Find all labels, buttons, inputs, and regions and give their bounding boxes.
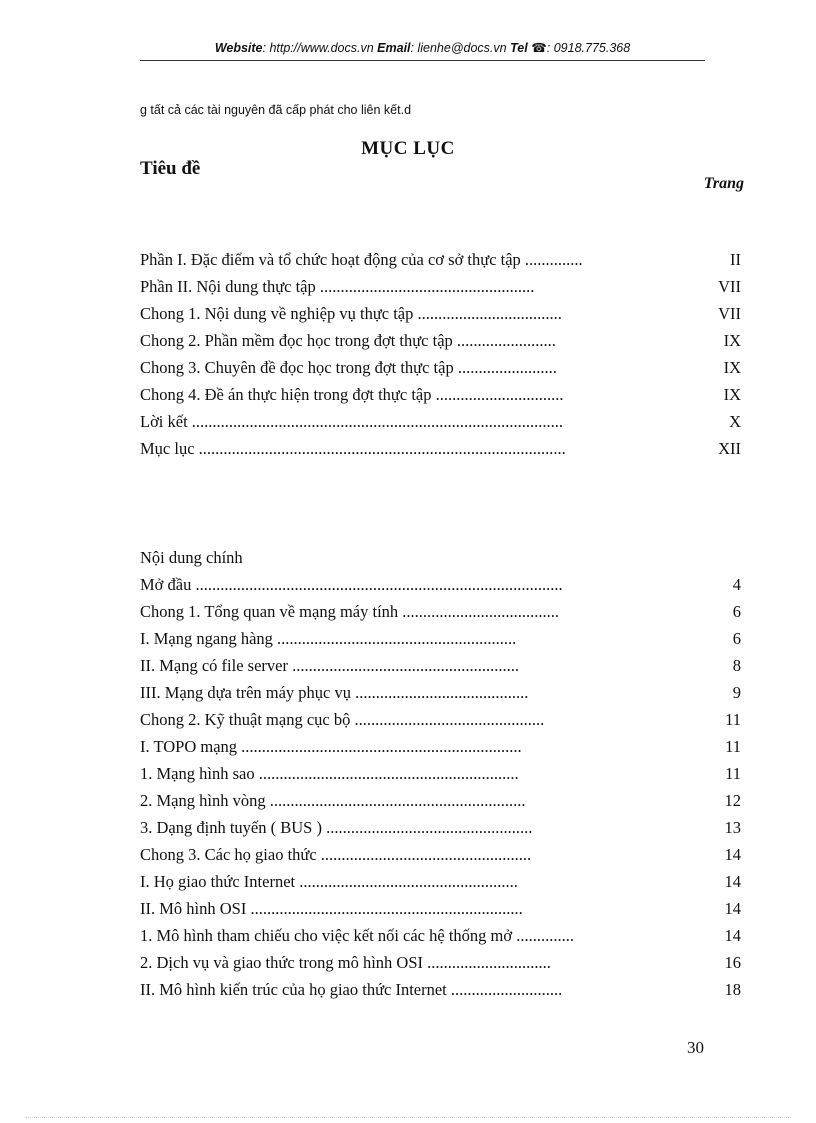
toc-entry: [140, 574, 741, 596]
header-rule: [140, 60, 705, 61]
toc-entry-page: 11: [725, 764, 741, 783]
toc-entry-page: XII: [718, 439, 741, 458]
toc-entry-label: Chong 1. Nội dung về nghiệp vụ thực tập ...................................: [140, 304, 562, 323]
toc-entry-page: 16: [724, 953, 741, 972]
toc-entry-label: I. TOPO mạng ....................................................................: [140, 737, 522, 756]
toc-entry-label: 1. Mạng hình sao ...............................................................: [140, 764, 519, 783]
toc-entry: [140, 763, 741, 785]
toc-entry-label: Chong 3. Các họ giao thức ...................................................: [140, 845, 532, 864]
toc-entry: [140, 736, 741, 758]
toc-entry-label: 1. Mô hình tham chiếu cho việc kết nối các hệ thống mở ..............: [140, 926, 574, 945]
phone-icon: ☎: [531, 41, 547, 55]
toc-entry-page: 14: [724, 845, 741, 864]
email-value: : lienhe@docs.vn: [410, 41, 507, 55]
toc-entry-page: 8: [732, 656, 741, 675]
toc-entry: [140, 790, 741, 812]
toc-entry: [140, 709, 741, 731]
toc-entry: [140, 438, 741, 460]
toc-entry: [140, 330, 741, 352]
column-heading-page: Trang: [703, 175, 744, 192]
toc-entry-label: III. Mạng dựa trên máy phục vụ ..........................................: [140, 683, 529, 702]
toc-entry-label: Chong 1. Tổng quan về mạng máy tính ......................................: [140, 602, 560, 621]
toc-entry-label: Mở đầu .........................................................................................: [140, 575, 563, 594]
toc-entry: [140, 249, 741, 271]
toc-entry-page: IX: [723, 385, 741, 404]
toc-entry-label: Chong 2. Kỹ thuật mạng cục bộ ..............................................: [140, 710, 545, 729]
toc-entry: [140, 628, 741, 650]
toc-entry: [140, 898, 741, 920]
toc-entry: [140, 601, 741, 623]
toc-entry-label: II. Mô hình kiến trúc của họ giao thức Internet ...........................: [140, 980, 563, 999]
toc-entry: [140, 952, 741, 974]
toc-entry-page: X: [729, 412, 741, 431]
toc-entry-page: 18: [724, 980, 741, 999]
toc-entry-page: 9: [732, 683, 741, 702]
toc-entry-label: Phần I. Đặc điểm và tổ chức hoạt động của cơ sở thực tập ..............: [140, 250, 583, 269]
toc-entry-page: 13: [724, 818, 741, 837]
toc-entry: [140, 979, 741, 1001]
toc-entry-label: Chong 4. Đề án thực hiện trong đợt thực tập ...............................: [140, 385, 564, 404]
toc-entry: [140, 871, 741, 893]
toc-entry-page: VII: [718, 277, 741, 296]
toc-entry: [140, 682, 741, 704]
column-heading-title: Tiêu đề: [140, 158, 201, 179]
toc-entry-page: VII: [718, 304, 741, 323]
toc-entry-page: 14: [724, 899, 741, 918]
toc-entry: [140, 384, 741, 406]
toc-entry-label: 3. Dạng định tuyến ( BUS ) ..................................................: [140, 818, 533, 837]
toc-entry-page: 11: [725, 710, 741, 729]
page-header: [140, 40, 705, 58]
toc-entry-page: 6: [732, 629, 741, 648]
tel-value: : 0918.775.368: [546, 41, 631, 55]
footer-divider: [25, 1117, 791, 1118]
toc-entry-page: 14: [724, 872, 741, 891]
toc-entry: [140, 411, 741, 433]
toc-entry: [140, 276, 741, 298]
toc-entry-label: Mục lục .........................................................................................: [140, 439, 566, 458]
toc-entry-page: 6: [732, 602, 741, 621]
toc-entry-page: 11: [725, 737, 741, 756]
toc-entry-label: Chong 2. Phần mềm đọc học trong đợt thực tập ........................: [140, 331, 556, 350]
toc-title: MỤC LỤC: [361, 138, 455, 159]
toc-entry-label: 2. Dịch vụ và giao thức trong mô hình OSI ..............................: [140, 953, 551, 972]
toc-entry-label: II. Mạng có file server .......................................................: [140, 656, 519, 675]
toc-entry: [140, 357, 741, 379]
toc-entry: [140, 817, 741, 839]
toc-entry-label: I. Mạng ngang hàng ..........................................................: [140, 629, 517, 648]
toc-entry: [140, 844, 741, 866]
toc-entry-page: IX: [723, 331, 741, 350]
toc-entry-label: 2. Mạng hình vòng ..............................................................: [140, 791, 526, 810]
toc-entry-page: IX: [723, 358, 741, 377]
toc-entry-page: II: [730, 250, 741, 269]
email-label: Email: [377, 41, 411, 55]
toc-entry-page: 14: [724, 926, 741, 945]
toc-entry-label: I. Họ giao thức Internet .....................................................: [140, 872, 518, 891]
toc-entry-page: 4: [732, 575, 741, 594]
toc-entry-label: Phần II. Nội dung thực tập ....................................................: [140, 277, 535, 296]
intro-text: g tất cả các tài nguyên đã cấp phát cho liên kết.d: [140, 103, 412, 117]
page-number: 30: [687, 1038, 704, 1057]
toc-entry: [140, 655, 741, 677]
toc-entry-label: II. Mô hình OSI ..................................................................: [140, 899, 523, 918]
toc-entry: [140, 925, 741, 947]
tel-label: Tel: [510, 41, 528, 55]
website-label: Website: [214, 41, 263, 55]
toc-entry-label: Lời kết ..........................................................................................: [140, 412, 564, 431]
toc-entry-page: 12: [724, 791, 741, 810]
toc-entry: [140, 303, 741, 325]
toc-entry-label: Chong 3. Chuyên đề đọc học trong đợt thực tập ........................: [140, 358, 557, 377]
main-content-heading: Nội dung chính: [140, 548, 243, 567]
website-value: : http://www.docs.vn: [262, 41, 374, 55]
